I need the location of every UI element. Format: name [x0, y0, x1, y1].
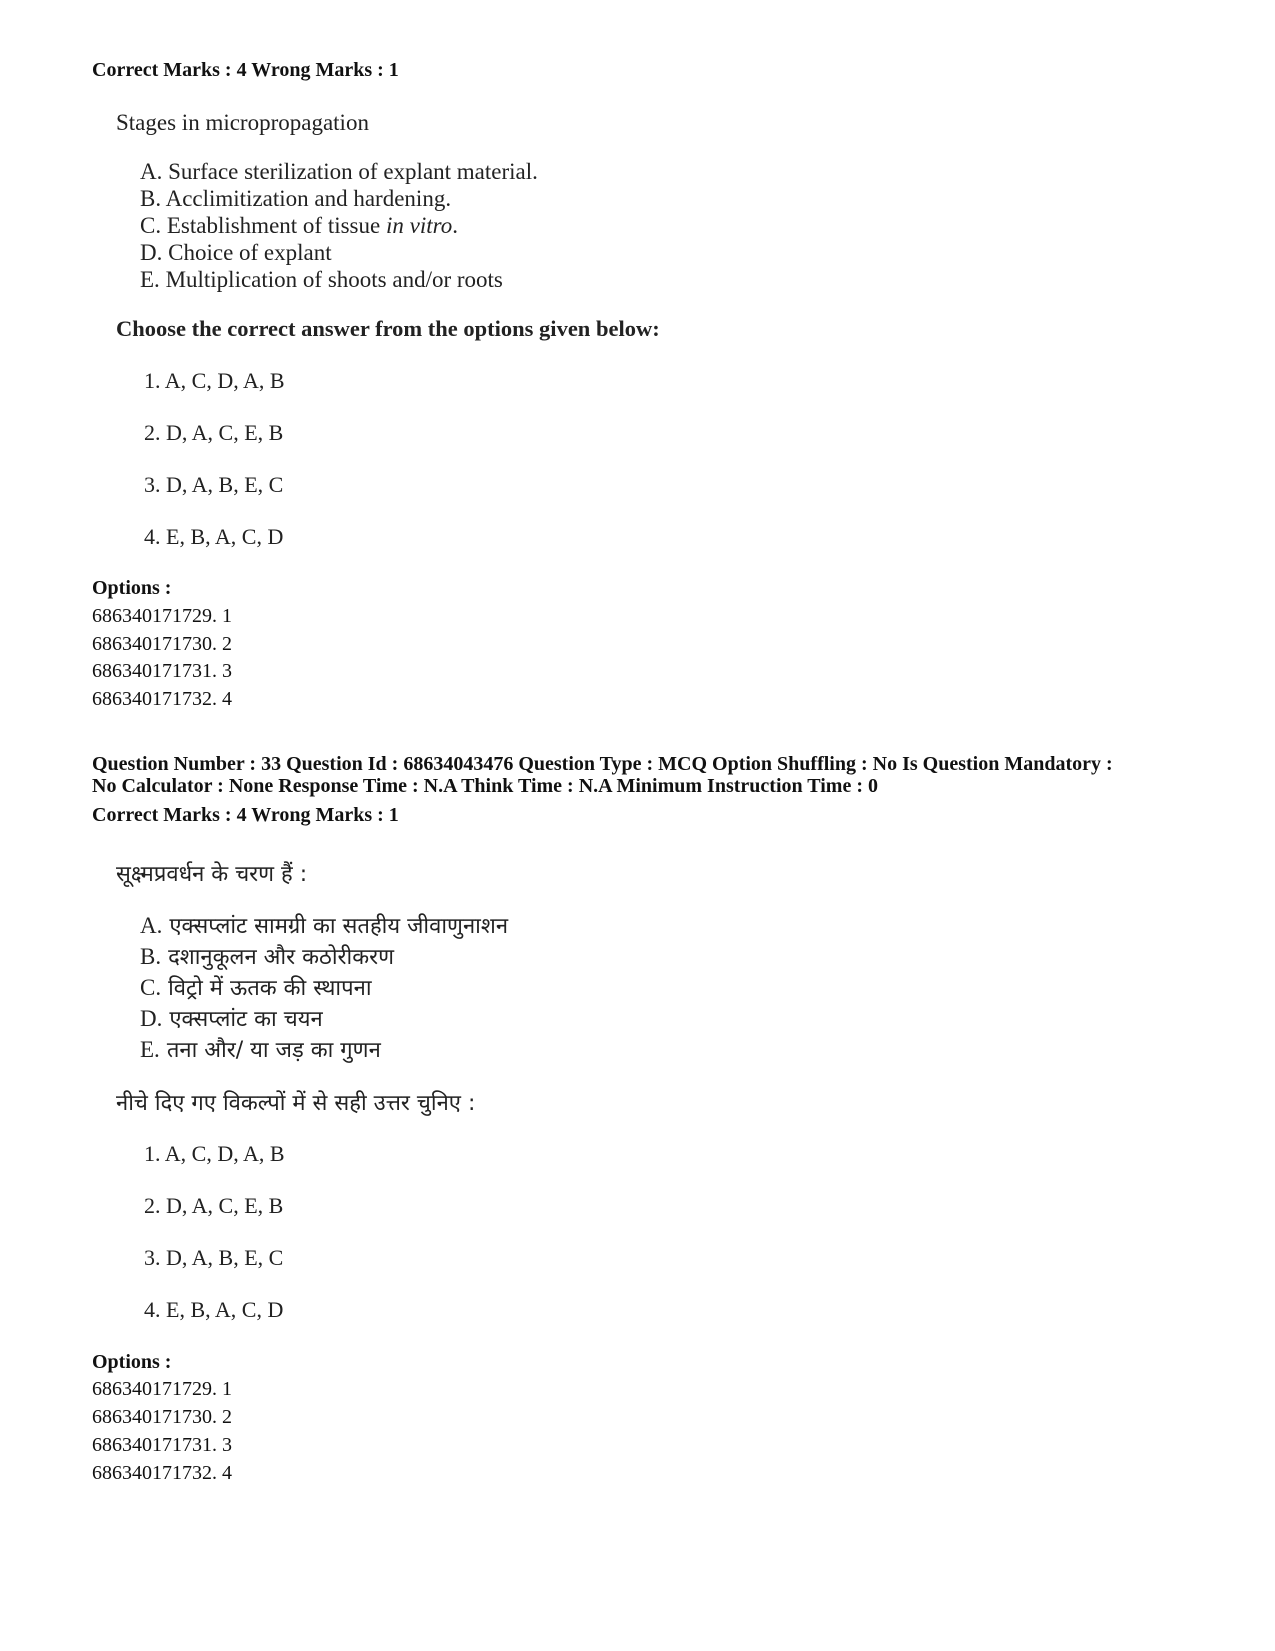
answer-choice-4: 4. E, B, A, C, D	[144, 524, 284, 549]
item-text: तना और/ या जड़ का गुणन	[166, 1038, 381, 1063]
choose-instruction: Choose the correct answer from the options given below:	[116, 316, 660, 341]
question-item-c-hindi	[140, 972, 372, 1002]
answer-choice-2: 2. D, A, C, E, B	[144, 420, 284, 445]
option-id-line: 686340171731. 3	[92, 1434, 232, 1456]
option-id-line: 686340171729. 1	[92, 605, 232, 627]
marks-line: Correct Marks : 4 Wrong Marks : 1	[92, 804, 399, 826]
item-text: Surface sterilization of explant material.	[168, 159, 538, 184]
answer-choice-1: 1. A, C, D, A, B	[144, 368, 285, 393]
question-header-line-2: No Calculator : None Response Time : N.A Think Time : N.A Minimum Instruction Time : 0	[92, 775, 878, 797]
answer-choice-4: 4. E, B, A, C, D	[144, 1297, 284, 1322]
question-item-b	[140, 186, 451, 212]
item-italic: in vitro	[385, 213, 453, 238]
question-item-d-hindi	[140, 1003, 323, 1033]
marks-line: Correct Marks : 4 Wrong Marks : 1	[92, 59, 399, 81]
option-id-line: 686340171731. 3	[92, 660, 232, 682]
item-letter: E.	[140, 267, 160, 292]
item-letter: B.	[140, 944, 162, 969]
option-id-line: 686340171730. 2	[92, 1406, 232, 1428]
question-stem-hindi: सूक्ष्मप्रवर्धन के चरण हैं :	[116, 862, 308, 887]
question-item-b-hindi	[140, 941, 394, 971]
item-text: एक्सप्लांट का चयन	[169, 1007, 323, 1032]
question-item-d	[140, 240, 332, 266]
option-id-line: 686340171730. 2	[92, 633, 232, 655]
item-text: एक्सप्लांट सामग्री का सतहीय जीवाणुनाशन	[169, 914, 509, 939]
option-id-line: 686340171729. 1	[92, 1378, 232, 1400]
question-item-a	[140, 159, 538, 185]
item-text: विट्रो में ऊतक की स्थापना	[168, 976, 372, 1001]
question-item-a-hindi	[140, 910, 508, 940]
answer-choice-2: 2. D, A, C, E, B	[144, 1193, 284, 1218]
option-id-line: 686340171732. 4	[92, 1462, 232, 1484]
item-letter: A.	[140, 913, 163, 938]
item-text: Acclimitization and hardening.	[165, 186, 452, 211]
item-letter: E.	[140, 1037, 160, 1062]
item-text: Establishment of tissue	[166, 213, 386, 238]
item-letter: D.	[140, 1006, 163, 1031]
question-item-c	[140, 213, 458, 239]
question-item-e	[140, 267, 503, 293]
options-label: Options :	[92, 1351, 172, 1373]
item-text: Choice of explant	[168, 240, 332, 265]
answer-choice-3: 3. D, A, B, E, C	[144, 1245, 284, 1270]
choose-instruction-hindi: नीचे दिए गए विकल्पों में से सही उत्तर चुनिए :	[116, 1091, 476, 1116]
question-item-e-hindi	[140, 1034, 381, 1064]
item-suffix: .	[452, 213, 458, 238]
question-stem: Stages in micropropagation	[116, 110, 369, 135]
item-letter: C.	[140, 213, 162, 238]
answer-choice-3: 3. D, A, B, E, C	[144, 472, 284, 497]
item-letter: C.	[140, 975, 162, 1000]
item-text: Multiplication of shoots and/or roots	[165, 267, 503, 292]
item-letter: A.	[140, 159, 163, 184]
options-label: Options :	[92, 577, 172, 599]
item-letter: D.	[140, 240, 163, 265]
option-id-line: 686340171732. 4	[92, 688, 232, 710]
question-header-line-1: Question Number : 33 Question Id : 68634043476 Question Type : MCQ Option Shuffling : No Is Question Mandatory :	[92, 753, 1113, 775]
item-letter: B.	[140, 186, 162, 211]
item-text: दशानुकूलन और कठोरीकरण	[168, 945, 395, 970]
answer-choice-1: 1. A, C, D, A, B	[144, 1141, 285, 1166]
